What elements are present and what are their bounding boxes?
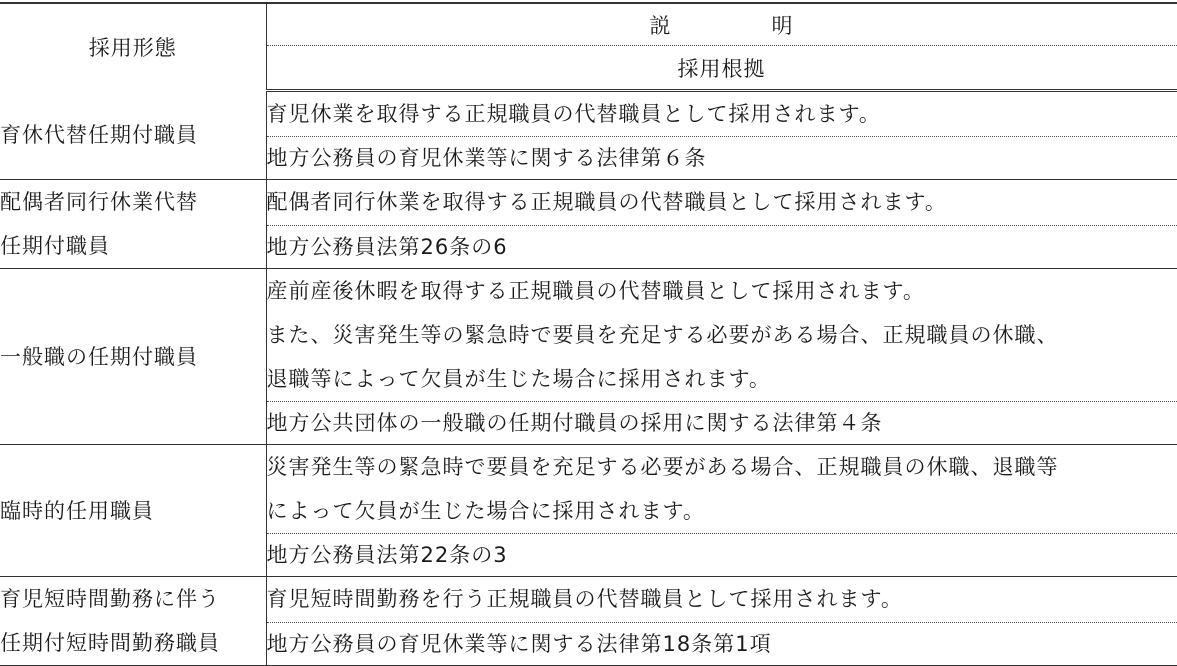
- row-type-line: 育休代替任期付職員: [0, 122, 198, 147]
- table-row: [0, 269, 1177, 402]
- table-row: [0, 91, 1177, 137]
- row-type-line: 育児短時間勤務に伴う: [0, 587, 220, 611]
- row-description-line: 育児休業を取得する正規職員の代替職員として採用されます。: [266, 102, 881, 126]
- row-description-line: 育児短時間勤務を行う正規職員の代替職員として採用されます。: [266, 587, 903, 612]
- header-description-left: 説: [649, 13, 672, 38]
- row-description: [266, 180, 1177, 226]
- row-type-line: 任期付職員: [0, 234, 110, 258]
- row-description: [266, 577, 1177, 623]
- row-description: [266, 91, 1177, 137]
- table-row: [0, 180, 1177, 226]
- employment-type-table: [0, 2, 1177, 666]
- row-basis: 地方公務員の育児休業等に関する法律第18条第1項: [266, 622, 1177, 666]
- table-row: [0, 577, 1177, 623]
- table-row: [0, 445, 1177, 534]
- row-basis: 地方公務員法第26条の6: [266, 225, 1177, 269]
- row-type: [0, 269, 266, 445]
- row-description-line: 配偶者同行休業を取得する正規職員の代替職員として採用されます。: [266, 190, 947, 215]
- row-description-line: によって欠員が生じた場合に採用されます。: [266, 499, 705, 523]
- row-basis: 地方公務員法第22条の3: [266, 534, 1177, 577]
- row-description-line: 災害発生等の緊急時で要員を充足する必要がある場合、正規職員の休職、退職等: [266, 455, 1059, 479]
- row-description: [266, 269, 1177, 402]
- row-type-line: 配偶者同行休業代替: [0, 190, 198, 214]
- header-employment-type: 採用形態: [0, 3, 266, 91]
- row-type: [0, 445, 266, 577]
- header-description: [266, 3, 1177, 46]
- row-basis: 地方公共団体の一般職の任期付職員の採用に関する法律第４条: [266, 402, 1177, 445]
- row-basis: 地方公務員の育児休業等に関する法律第６条: [266, 137, 1177, 180]
- row-type-line: 臨時的任用職員: [0, 498, 154, 523]
- header-description-right: 明: [771, 13, 794, 38]
- row-type-line: 任期付短時間勤務職員: [0, 631, 220, 655]
- row-description: [266, 445, 1177, 534]
- row-type: [0, 577, 266, 666]
- row-type-line: 一般職の任期付職員: [0, 344, 198, 369]
- row-description-line: 退職等によって欠員が生じた場合に採用されます。: [266, 367, 771, 391]
- header-hiring-basis: 採用根拠: [266, 46, 1177, 91]
- row-description-line: 産前産後休暇を取得する正規職員の代替職員として採用されます。: [266, 279, 925, 303]
- row-type: [0, 180, 266, 269]
- row-type: [0, 91, 266, 180]
- row-description-line: また、災害発生等の緊急時で要員を充足する必要がある場合、正規職員の休職、: [266, 323, 1059, 347]
